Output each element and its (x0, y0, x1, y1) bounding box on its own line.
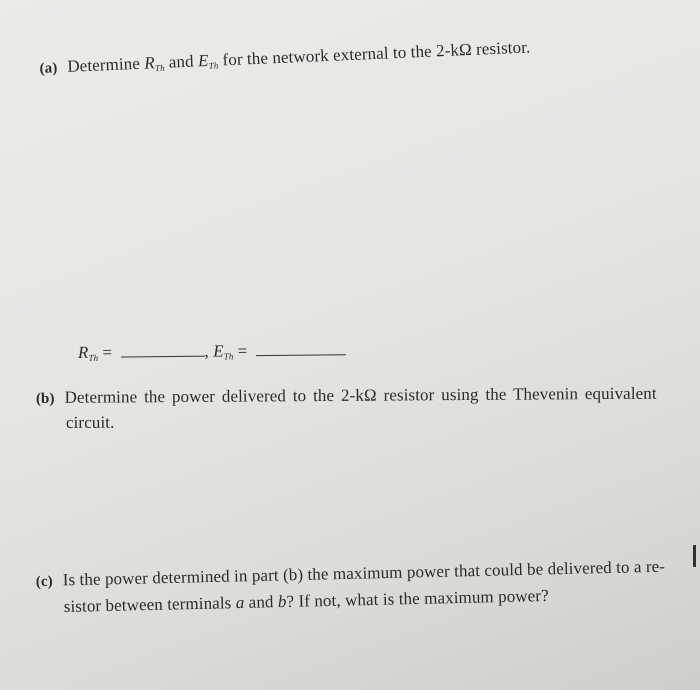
answer-line (78, 339, 346, 363)
page-edge-mark (693, 545, 696, 567)
question-a (39, 37, 531, 78)
rth-symbol: R (143, 53, 156, 73)
question-b-label: (b) (35, 390, 55, 408)
answer-rth-equals: = (97, 342, 117, 362)
question-c-text-1: Is the power determined in part (b) the maximum power that could be delivered to a re- (62, 556, 666, 590)
question-a-text-3: for the network external to the 2-kΩ resistor. (217, 37, 531, 70)
rth-answer-blank[interactable] (120, 341, 204, 358)
question-c-continued (64, 586, 549, 617)
answer-separator: , (204, 341, 214, 361)
answer-eth-subscript: Th (223, 351, 234, 362)
answer-eth-symbol: E (213, 341, 224, 361)
rth-subscript: Th (154, 62, 165, 74)
terminal-b: b (277, 591, 287, 612)
answer-rth-symbol: R (77, 342, 89, 363)
question-b-continued (66, 413, 115, 433)
question-a-label: (a) (39, 60, 58, 78)
question-c (36, 557, 666, 591)
question-c-text-2: sistor between terminals (63, 593, 236, 617)
question-b-text-2: circuit. (65, 412, 115, 433)
eth-symbol: E (197, 50, 209, 71)
question-a-text-1: Determine (66, 53, 145, 76)
question-b-text-1: Determine the power delivered to the 2-kΩ resistor using the Thevenin equivalent (64, 383, 657, 407)
answer-rth-subscript: Th (88, 352, 99, 363)
question-b (36, 384, 657, 408)
question-a-text-2: and (164, 51, 199, 72)
eth-answer-blank[interactable] (256, 339, 346, 356)
question-c-text-3: and (244, 592, 279, 612)
question-c-text-4: ? If not, what is the maximum power? (286, 586, 549, 611)
answer-eth-equals: = (233, 341, 252, 361)
terminal-a: a (235, 592, 245, 613)
question-c-label: (c) (35, 573, 53, 591)
eth-subscript: Th (208, 60, 219, 71)
